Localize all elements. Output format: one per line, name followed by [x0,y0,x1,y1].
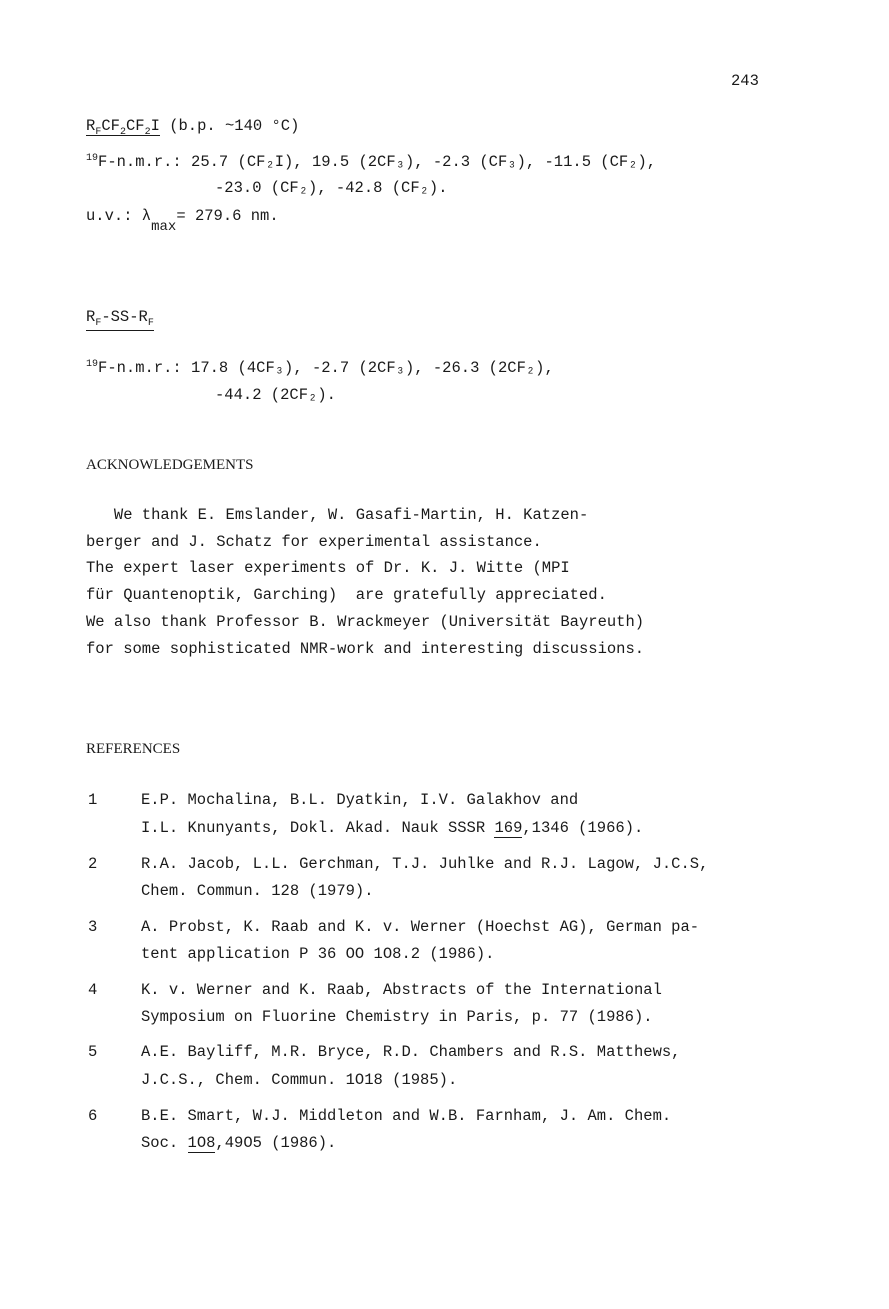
ref-text: I.L. Knunyants, Dokl. Akad. Nauk SSSR [141,819,495,837]
ack-line: for some sophisticated NMR-work and interesting discussions. [86,640,645,658]
formula-part: R [86,117,96,135]
formula-part: R [86,308,96,326]
reference-line: Symposium on Fluorine Chemistry in Paris, p. 77 (1986). [141,1008,653,1026]
formula-sub: F [147,318,154,330]
compound1-formula [86,116,300,139]
reference-number: 4 [88,981,98,999]
compound1-nmr-line2: -23.0 (CF₂), -42.8 (CF₂). [215,179,448,197]
formula-part: -SS-R [101,308,148,326]
nmr-values: 17.8 (4CF₃), -2.7 (2CF₃), -26.3 (2CF₂), [191,359,554,377]
uv-value: = 279.6 nm. [176,207,279,225]
formula-sub: 2 [119,127,126,139]
reference-line: R.A. Jacob, L.L. Gerchman, T.J. Juhlke and R.J. Lagow, J.C.S, [141,855,709,873]
ack-line: für Quantenoptik, Garching) are gratefully appreciated. [86,586,607,604]
compound2-nmr-line2: -44.2 (2CF₂). [215,386,336,404]
ref-text: Soc. [141,1134,188,1152]
compound1-uv [86,206,279,236]
reference-line: tent application P 36 OO 1O8.2 (1986). [141,945,495,963]
ack-line: berger and J. Schatz for experimental assistance. [86,533,542,551]
reference-line [141,1133,336,1153]
reference-line: A.E. Bayliff, M.R. Bryce, R.D. Chambers and R.S. Matthews, [141,1043,681,1061]
nmr-label: F-n.m.r.: [98,153,192,171]
formula-sub: F [95,127,102,139]
page-number: 243 [731,72,759,90]
boiling-point: (b.p. ~140 °C) [159,117,300,135]
formula-sub: F [95,318,102,330]
compound2-formula [86,307,154,330]
reference-line: B.E. Smart, W.J. Middleton and W.B. Farnham, J. Am. Chem. [141,1107,672,1125]
compound1-formula-underlined [86,117,160,139]
reference-line: Chem. Commun. 128 (1979). [141,882,374,900]
ack-line: We also thank Professor B. Wrackmeyer (Universität Bayreuth) [86,613,645,631]
uv-sub: max [151,219,177,236]
reference-line: A. Probst, K. Raab and K. v. Werner (Hoechst AG), German pa- [141,918,700,936]
reference-line: E.P. Mochalina, B.L. Dyatkin, I.V. Galakhov and [141,791,579,809]
reference-line: K. v. Werner and K. Raab, Abstracts of the International [141,981,662,999]
compound2-formula-underlined [86,308,154,331]
reference-number: 3 [88,918,98,936]
nmr-isotope: 19 [86,152,99,164]
uv-label: u.v.: λ [86,207,152,225]
compound2-nmr-line1 [86,358,554,378]
reference-number: 1 [88,791,98,809]
ref-volume: 169 [494,819,523,837]
formula-part: CF [125,117,145,135]
ref-text: ,1346 (1966). [522,819,644,837]
ack-line: We thank E. Emslander, W. Gasafi-Martin, H. Katzen- [86,506,589,524]
compound1-nmr-line1 [86,152,656,172]
ref-text: ,49O5 (1986). [215,1134,337,1152]
acknowledgements-heading: ACKNOWLEDGEMENTS [86,457,254,473]
reference-number: 5 [88,1043,98,1061]
formula-part: I [150,117,160,135]
references-heading: REFERENCES [86,741,181,757]
reference-line [141,818,643,838]
ref-volume: 1O8 [187,1134,216,1152]
nmr-isotope: 19 [86,358,99,370]
reference-line: J.C.S., Chem. Commun. 1O18 (1985). [141,1071,458,1089]
reference-number: 2 [88,855,98,873]
reference-number: 6 [88,1107,98,1125]
nmr-label: F-n.m.r.: [98,359,192,377]
ack-line: The expert laser experiments of Dr. K. J. Witte (MPI [86,559,570,577]
nmr-values: 25.7 (CF₂I), 19.5 (2CF₃), -2.3 (CF₃), -11.5 (CF₂), [191,153,657,171]
formula-sub: 2 [144,127,151,139]
formula-part: CF [101,117,120,135]
